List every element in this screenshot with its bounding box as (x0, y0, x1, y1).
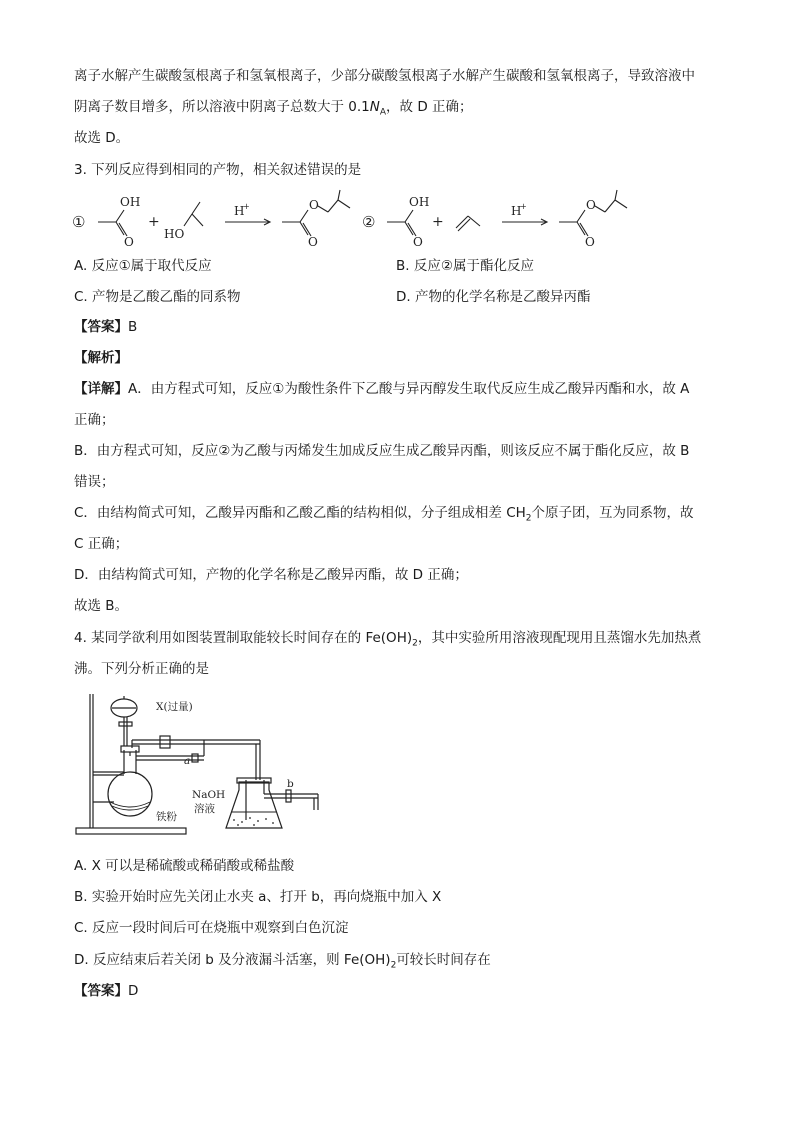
svg-text:O: O (308, 235, 318, 249)
q3-detail-b-1: B．由方程式可知，反应②为乙酸与丙烯发生加成反应生成乙酸异丙酯，则该反应不属于酯化反应，故 B (74, 443, 690, 459)
q3-option-b: B. 反应②属于酯化反应 (396, 258, 534, 274)
q4-answer: 【答案】D (74, 983, 139, 999)
svg-text:+: + (243, 202, 250, 211)
intro-line-2: 阴离子数目增多，所以溶液中阴离子总数大于 $0.1N_A$，故 D 正确； (74, 99, 473, 118)
svg-text:OH: OH (409, 195, 430, 209)
q3-conclusion: 故选 B。 (74, 598, 129, 614)
svg-text:②: ② (362, 213, 376, 231)
q3-reaction-equations (70, 188, 630, 250)
q3-detail-a-1: 【详解】A．由方程式可知，反应①为酸性条件下乙酸与异丙醇发生取代反应生成乙酸异丙酯和水，故 A (74, 381, 690, 397)
svg-text:a: a (184, 755, 191, 767)
svg-text:溶液: 溶液 (194, 803, 215, 815)
intro-line-3: 故选 D。 (74, 130, 130, 146)
q3-detail-b-2: 错误； (74, 474, 115, 490)
svg-text:O: O (309, 198, 319, 212)
svg-text:铁粉: 铁粉 (156, 811, 177, 823)
svg-text:+: + (432, 214, 444, 230)
q3-analysis-heading: 【解析】 (74, 350, 128, 366)
svg-text:b: b (287, 778, 294, 790)
q3-stem: 3. 下列反应得到相同的产物，相关叙述错误的是 (74, 162, 362, 178)
svg-text:NaOH: NaOH (192, 789, 226, 801)
svg-text:+: + (520, 202, 527, 211)
q3-option-a: A. 反应①属于取代反应 (74, 258, 212, 274)
svg-text:H: H (511, 204, 522, 218)
q3-answer: 【答案】B (74, 319, 138, 335)
q3-detail-d: D．由结构简式可知，产物的化学名称是乙酸异丙酯，故 D 正确； (74, 567, 468, 583)
svg-text:O: O (413, 235, 423, 249)
q4-option-a: A. X 可以是稀硫酸或稀硝酸或稀盐酸 (74, 858, 295, 874)
svg-text:O: O (586, 198, 596, 212)
svg-text:①: ① (72, 213, 86, 231)
q4-option-b: B. 实验开始时应先关闭止水夹 a、打开 b，再向烧瓶中加入 X (74, 889, 442, 905)
svg-text:OH: OH (120, 195, 141, 209)
q3-option-c: C. 产物是乙酸乙酯的同系物 (74, 289, 241, 305)
q4-apparatus-figure (74, 690, 326, 842)
q4-option-c: C. 反应一段时间后可在烧瓶中观察到白色沉淀 (74, 920, 349, 936)
q3-option-d: D. 产物的化学名称是乙酸异丙酯 (396, 289, 591, 305)
intro-line-1: 离子水解产生碳酸氢根离子和氢氧根离子，少部分碳酸氢根离子水解产生碳酸和氢氧根离子，导致溶液中 (74, 68, 695, 84)
q3-detail-a-2: 正确； (74, 412, 115, 428)
q4-stem-1: 4. 某同学欲利用如图装置制取能较长时间存在的 $Fe(OH)_2$，其中实验所用溶液现配现用且蒸馏水先加热煮 (74, 630, 702, 649)
svg-text:X(过量): X(过量) (156, 701, 193, 713)
q4-option-d: D. 反应结束后若关闭 b 及分液漏斗活塞，则 $Fe(OH)_2$可较长时间存在 (74, 952, 491, 971)
svg-text:+: + (148, 214, 160, 230)
q4-stem-2: 沸。下列分析正确的是 (74, 661, 209, 677)
q3-detail-c-2: C 正确； (74, 536, 129, 552)
svg-text:O: O (585, 235, 595, 249)
svg-text:HO: HO (164, 227, 185, 241)
svg-text:H: H (234, 204, 245, 218)
svg-text:O: O (124, 235, 134, 249)
q3-detail-c-1: C．由结构简式可知，乙酸异丙酯和乙酸乙酯的结构相似，分子组成相差 $CH_2$个原子团，互为同系物，故 (74, 505, 694, 524)
